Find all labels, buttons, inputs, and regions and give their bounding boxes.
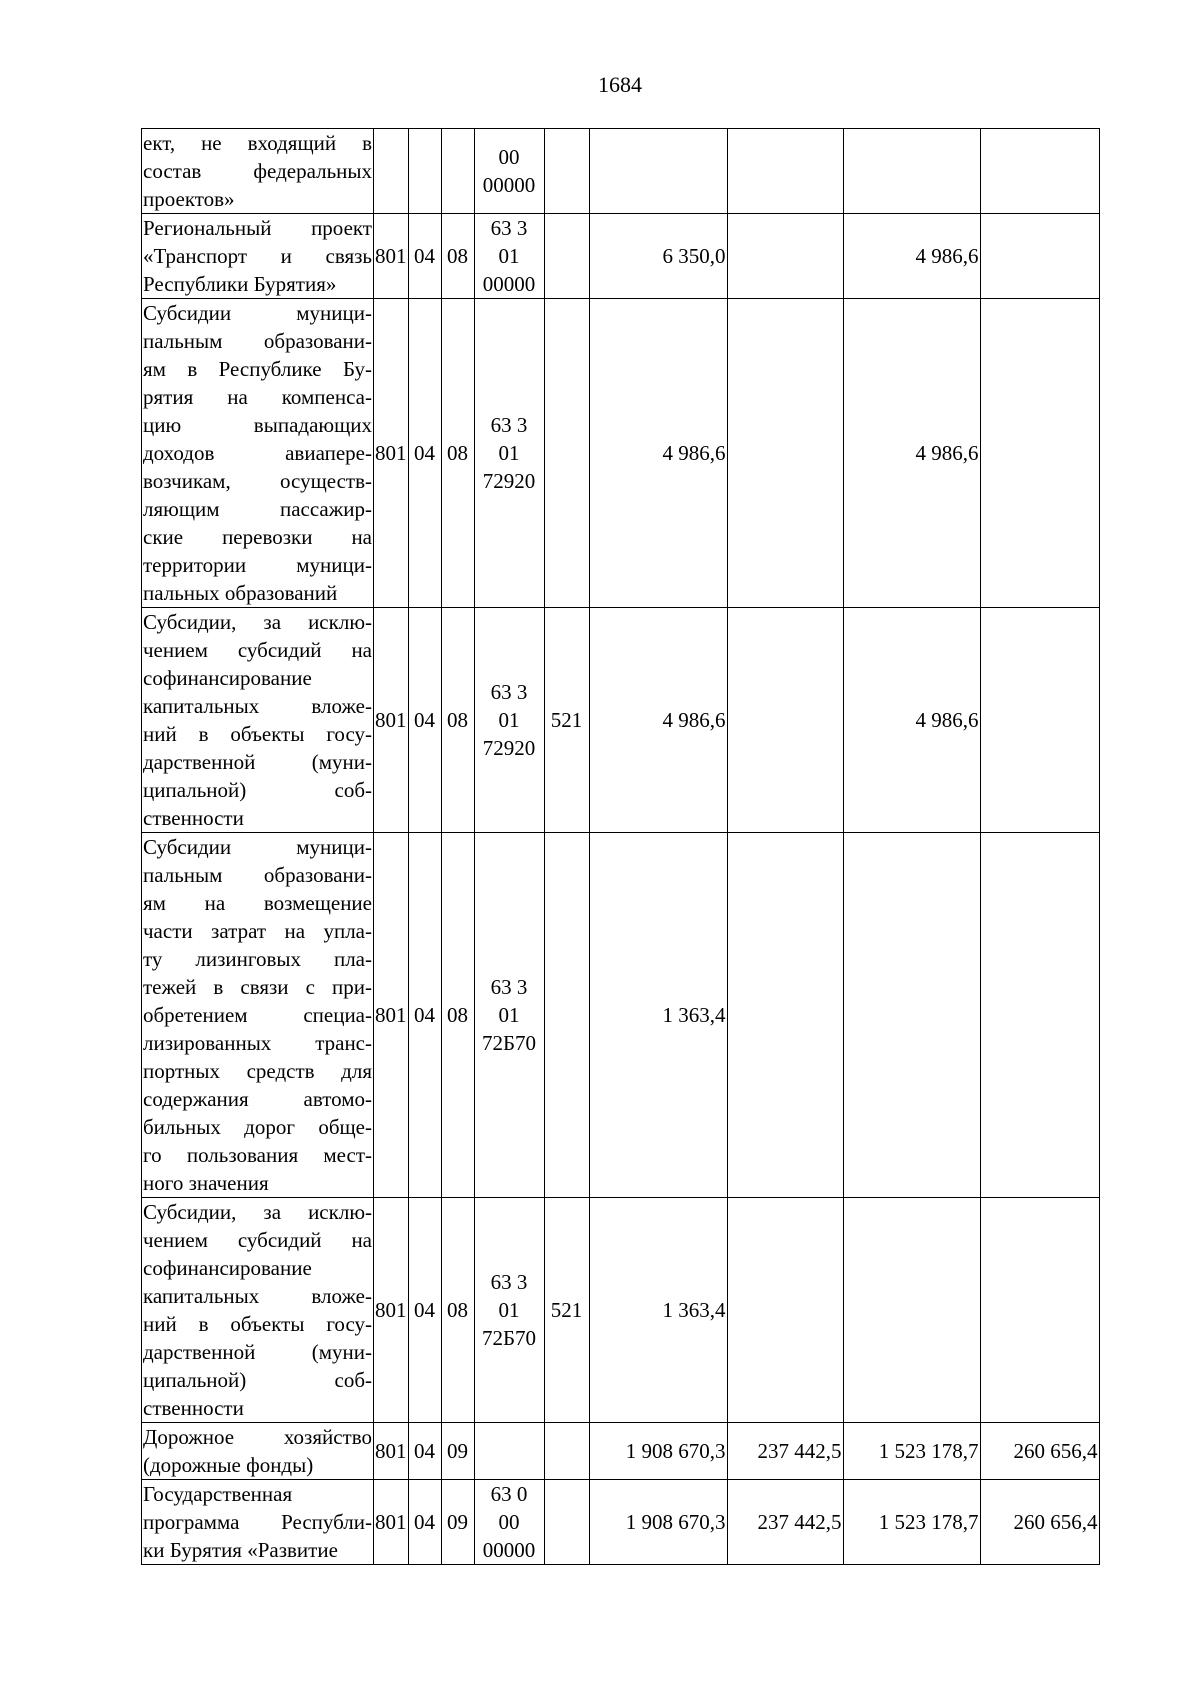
subsection-code-cell: 09 <box>441 1480 474 1565</box>
subsection-code-cell: 08 <box>441 833 474 1198</box>
table-row <box>142 299 1100 608</box>
target-article-line: 01 <box>498 441 520 465</box>
subsection-code-cell: 09 <box>441 1423 474 1480</box>
row-name-line: ям в Республике Бу- <box>143 357 372 381</box>
row-name-line: ственности <box>143 1396 244 1420</box>
amount-total-cell: 4 986,6 <box>589 608 727 833</box>
row-name-line: Государственная <box>143 1482 293 1506</box>
section-code-cell: 04 <box>408 833 441 1198</box>
target-article-line: 01 <box>498 708 520 732</box>
target-article-line: 00000 <box>482 1538 536 1562</box>
table-row <box>142 608 1100 833</box>
row-name-line: ний в объекты госу- <box>143 722 372 746</box>
target-article-cell <box>474 1198 544 1423</box>
row-name-line: дарственной (муни- <box>143 750 372 774</box>
amount-regional-cell <box>843 1198 980 1423</box>
row-name-line: чением субсидий на <box>143 1228 372 1252</box>
row-name-line: (дорожные фонды) <box>143 1453 314 1477</box>
amount-federal-cell: 237 442,5 <box>727 1480 843 1565</box>
amount-regional-cell: 1 523 178,7 <box>843 1480 980 1565</box>
row-name-line: портных средств для <box>143 1059 372 1083</box>
target-article-line: 01 <box>498 1003 520 1027</box>
target-article-line: 63 3 <box>490 413 528 437</box>
grbs-code-cell: 801 <box>374 214 409 299</box>
amount-total-cell: 1 363,4 <box>589 1198 727 1423</box>
target-article-cell <box>474 129 544 214</box>
row-name-line: ципальной) соб- <box>143 778 372 802</box>
expense-type-cell <box>544 129 589 214</box>
row-name-line: ципальной) соб- <box>143 1368 372 1392</box>
row-name-line: пальным образовани- <box>143 863 372 887</box>
subsection-code-cell: 08 <box>441 214 474 299</box>
row-name-line: Республики Бурятия» <box>143 272 337 296</box>
amount-total-cell: 1 363,4 <box>589 833 727 1198</box>
amount-regional-cell <box>843 833 980 1198</box>
grbs-code-cell: 801 <box>374 299 409 608</box>
row-name-line: тежей в связи с при- <box>143 975 372 999</box>
row-name-line: проектов» <box>143 187 235 211</box>
target-article-line: 01 <box>498 1298 520 1322</box>
row-name-line: ские перевозки на <box>143 525 372 549</box>
row-name-line: пальным образовани- <box>143 329 372 353</box>
expense-type-cell <box>544 299 589 608</box>
target-article-cell <box>474 214 544 299</box>
target-article-line: 63 3 <box>490 1270 528 1294</box>
row-name-cell <box>142 608 374 833</box>
target-article-line: 63 3 <box>490 975 528 999</box>
section-code-cell: 04 <box>408 1423 441 1480</box>
table-row <box>142 1198 1100 1423</box>
section-code-cell <box>408 129 441 214</box>
section-code-cell: 04 <box>408 1480 441 1565</box>
target-article-line: 00 <box>498 1510 520 1534</box>
row-name-line: пальных образований <box>143 581 338 605</box>
target-article-line: 63 0 <box>490 1482 528 1506</box>
target-article-line: 72920 <box>482 469 536 493</box>
row-name-line: «Транспорт и связь <box>143 244 372 268</box>
amount-regional-cell: 4 986,6 <box>843 299 980 608</box>
row-name-line: ект, не входящий в <box>143 131 372 155</box>
amount-regional-cell: 1 523 178,7 <box>843 1423 980 1480</box>
amount-federal-cell: 237 442,5 <box>727 1423 843 1480</box>
expense-type-cell <box>544 833 589 1198</box>
grbs-code-cell: 801 <box>374 1198 409 1423</box>
expense-type-cell: 521 <box>544 608 589 833</box>
target-article-cell <box>474 1423 544 1480</box>
row-name-line: обретением специа- <box>143 1003 372 1027</box>
subsection-code-cell: 08 <box>441 1198 474 1423</box>
amount-federal-cell <box>727 129 843 214</box>
target-article-line: 00000 <box>482 173 536 197</box>
amount-federal-cell <box>727 214 843 299</box>
row-name-line: ту лизинговых пла- <box>143 947 372 971</box>
row-name-line: дарственной (муни- <box>143 1340 372 1364</box>
target-article-cell <box>474 1480 544 1565</box>
amount-total-cell: 1 908 670,3 <box>589 1423 727 1480</box>
expense-type-cell <box>544 214 589 299</box>
row-name-line: программа Республи- <box>143 1510 372 1534</box>
row-name-line: ного значения <box>143 1171 269 1195</box>
row-name-line: Субсидии, за исклю- <box>143 610 372 634</box>
row-name-line: ний в объекты госу- <box>143 1312 372 1336</box>
row-name-line: рятия на компенса- <box>143 385 372 409</box>
page-number: 1684 <box>598 72 642 97</box>
row-name-line: Субсидии, за исклю- <box>143 1200 372 1224</box>
row-name-line: ям на возмещение <box>143 891 372 915</box>
amount-other-cell <box>980 833 1099 1198</box>
grbs-code-cell <box>374 129 409 214</box>
table-row <box>142 1423 1100 1480</box>
amount-other-cell: 260 656,4 <box>980 1480 1099 1565</box>
amount-federal-cell <box>727 1198 843 1423</box>
row-name-cell <box>142 299 374 608</box>
grbs-code-cell: 801 <box>374 1480 409 1565</box>
row-name-cell <box>142 129 374 214</box>
row-name-line: бильных дорог обще- <box>143 1115 372 1139</box>
row-name-line: Субсидии муници- <box>143 301 372 325</box>
row-name-line: ственности <box>143 806 244 830</box>
budget-table <box>141 128 1100 1565</box>
amount-total-cell: 1 908 670,3 <box>589 1480 727 1565</box>
row-name-line: Региональный проект <box>143 216 372 240</box>
amount-regional-cell: 4 986,6 <box>843 214 980 299</box>
row-name-line: Дорожное хозяйство <box>143 1425 372 1449</box>
subsection-code-cell: 08 <box>441 608 474 833</box>
amount-other-cell <box>980 214 1099 299</box>
subsection-code-cell: 08 <box>441 299 474 608</box>
table-row <box>142 833 1100 1198</box>
amount-total-cell: 4 986,6 <box>589 299 727 608</box>
amount-federal-cell <box>727 833 843 1198</box>
row-name-cell <box>142 1198 374 1423</box>
row-name-cell <box>142 833 374 1198</box>
section-code-cell: 04 <box>408 1198 441 1423</box>
target-article-line: 72Б70 <box>481 1031 537 1055</box>
amount-regional-cell <box>843 129 980 214</box>
amount-other-cell <box>980 129 1099 214</box>
row-name-line: части затрат на упла- <box>143 919 372 943</box>
target-article-cell <box>474 833 544 1198</box>
row-name-line: софинансирование <box>143 666 312 690</box>
row-name-line: возчикам, осуществ- <box>143 469 372 493</box>
amount-total-cell <box>589 129 727 214</box>
grbs-code-cell: 801 <box>374 608 409 833</box>
row-name-line: го пользования мест- <box>143 1143 372 1167</box>
amount-federal-cell <box>727 608 843 833</box>
section-code-cell: 04 <box>408 608 441 833</box>
row-name-line: содержания автомо- <box>143 1087 372 1111</box>
amount-regional-cell: 4 986,6 <box>843 608 980 833</box>
row-name-line: состав федеральных <box>143 159 372 183</box>
row-name-cell <box>142 1423 374 1480</box>
target-article-line: 63 3 <box>490 680 528 704</box>
target-article-line: 72Б70 <box>481 1326 537 1350</box>
section-code-cell: 04 <box>408 299 441 608</box>
section-code-cell: 04 <box>408 214 441 299</box>
row-name-cell <box>142 214 374 299</box>
row-name-line: ляющим пассажир- <box>143 497 372 521</box>
table-row <box>142 1480 1100 1565</box>
row-name-line: доходов авиапере- <box>143 441 372 465</box>
row-name-line: территории муници- <box>143 553 372 577</box>
target-article-line: 72920 <box>482 736 536 760</box>
row-name-line: Субсидии муници- <box>143 835 372 859</box>
target-article-cell <box>474 608 544 833</box>
row-name-line: лизированных транс- <box>143 1031 372 1055</box>
grbs-code-cell: 801 <box>374 1423 409 1480</box>
target-article-cell <box>474 299 544 608</box>
amount-other-cell <box>980 1198 1099 1423</box>
amount-federal-cell <box>727 299 843 608</box>
amount-other-cell <box>980 299 1099 608</box>
amount-total-cell: 6 350,0 <box>589 214 727 299</box>
amount-other-cell: 260 656,4 <box>980 1423 1099 1480</box>
row-name-line: ки Бурятия «Развитие <box>143 1538 338 1562</box>
target-article-line: 63 3 <box>490 216 528 240</box>
table-row <box>142 129 1100 214</box>
row-name-cell <box>142 1480 374 1565</box>
target-article-line: 01 <box>498 244 520 268</box>
table-row <box>142 214 1100 299</box>
subsection-code-cell <box>441 129 474 214</box>
row-name-line: капитальных вложе- <box>143 1284 372 1308</box>
row-name-line: чением субсидий на <box>143 638 372 662</box>
expense-type-cell <box>544 1480 589 1565</box>
amount-other-cell <box>980 608 1099 833</box>
row-name-line: софинансирование <box>143 1256 312 1280</box>
expense-type-cell: 521 <box>544 1198 589 1423</box>
grbs-code-cell: 801 <box>374 833 409 1198</box>
target-article-line: 00 <box>498 145 520 169</box>
target-article-line: 00000 <box>482 272 536 296</box>
row-name-line: цию выпадающих <box>143 413 372 437</box>
row-name-line: капитальных вложе- <box>143 694 372 718</box>
expense-type-cell <box>544 1423 589 1480</box>
